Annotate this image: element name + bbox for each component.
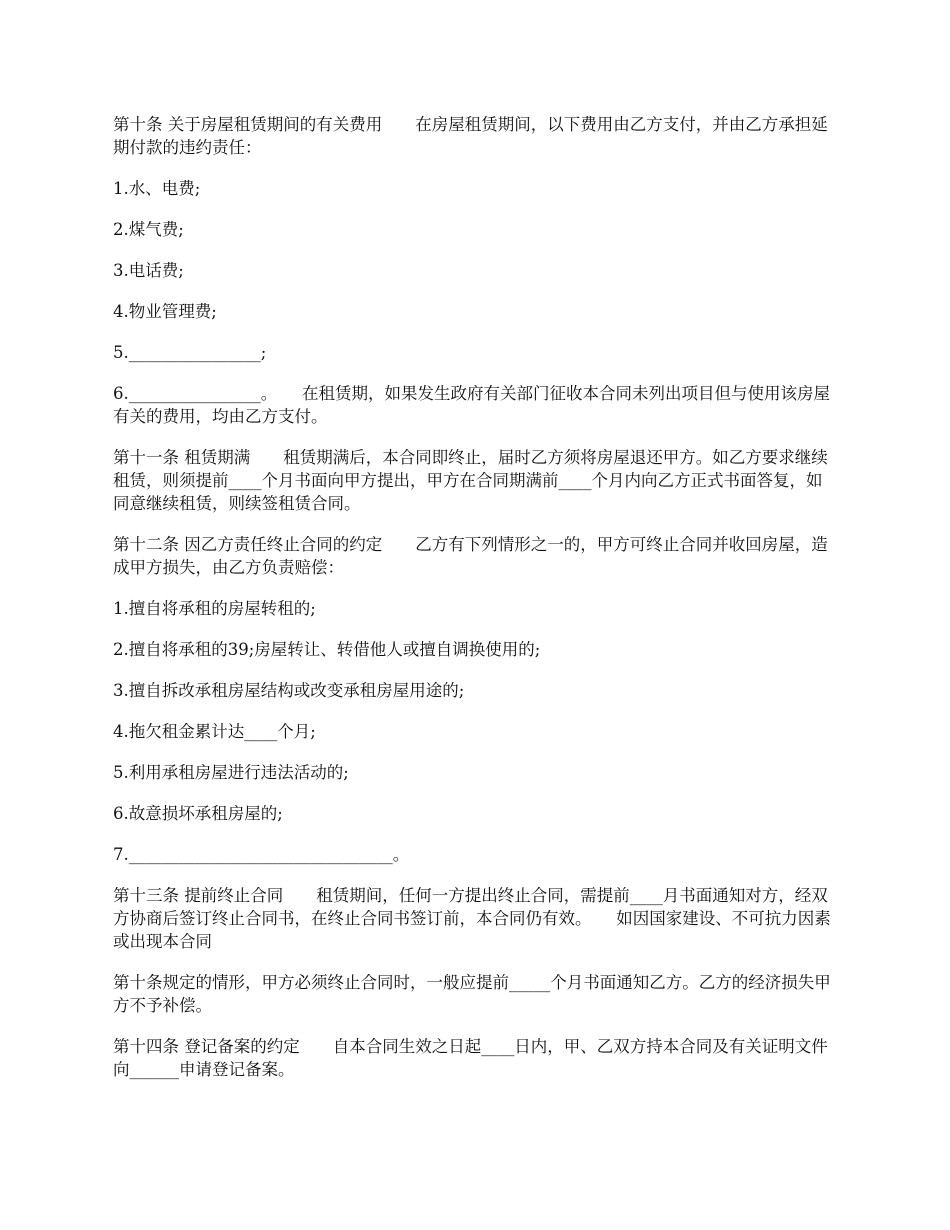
article-13-continued: 第十条规定的情形，甲方必须终止合同时，一般应提前_____个月书面通知乙方。乙方的经济损失甲方不予补偿。 [113, 973, 831, 1015]
article-12-termination: 第十二条 因乙方责任终止合同的约定 乙方有下列情形之一的，甲方可终止合同并收回房屋，造成甲方损失，由乙方负责赔偿： [113, 535, 828, 577]
article-13-early-termination: 第十三条 提前终止合同 租赁期间，任何一方提出终止合同，需提前____月书面通知对方，经双方协商后签订终止合同书，在终止合同书签订前，本合同仍有效。 如因国家建设、不可抗力因素或出现本合同 [113, 886, 831, 951]
article-11-expiry: 第十一条 租赁期满 租赁期满后，本合同即终止，届时乙方须将房屋退还甲方。如乙方要求继续租赁，则须提前____个月书面向甲方提出，甲方在合同期满前____个月内向乙方正式书面答复，如同意继续租赁，则续签租赁合同。 [113, 448, 828, 513]
list-item-rent-arrears: 4.拖欠租金累计达____个月; [113, 722, 316, 741]
list-item-sublet: 1.擅自将承租的房屋转租的; [113, 599, 316, 618]
document-page [113, 113, 833, 1099]
article-10-costs: 第十条 关于房屋租赁期间的有关费用 在房屋租赁期间，以下费用由乙方支付，并由乙方承担延期付款的违约责任： [113, 115, 828, 157]
list-item-damage: 6.故意损坏承租房屋的; [113, 804, 283, 823]
list-item-illegal-activity: 5.利用承租房屋进行违法活动的; [113, 763, 349, 782]
list-item-water-electricity: 1.水、电费; [113, 179, 201, 198]
list-item-blank-7: 7.________________________________。 [113, 845, 410, 864]
list-item-property-management: 4.物业管理费; [113, 302, 217, 321]
list-item-blank-6: 6.________________。 在租赁期，如果发生政府有关部门征收本合同未列出项目但与使用该房屋有关的费用，均由乙方支付。 [113, 384, 830, 426]
list-item-blank-5: 5.________________; [113, 343, 267, 362]
list-item-alter-structure: 3.擅自拆改承租房屋结构或改变承租房屋用途的; [113, 681, 465, 700]
list-item-phone: 3.电话费; [113, 261, 184, 280]
list-item-gas: 2.煤气费; [113, 220, 184, 239]
article-14-registration: 第十四条 登记备案的约定 自本合同生效之日起____日内，甲、乙双方持本合同及有关证明文件向______申请登记备案。 [113, 1037, 828, 1079]
list-item-transfer: 2.擅自将承租的39;房屋转让、转借他人或擅自调换使用的; [113, 640, 541, 659]
